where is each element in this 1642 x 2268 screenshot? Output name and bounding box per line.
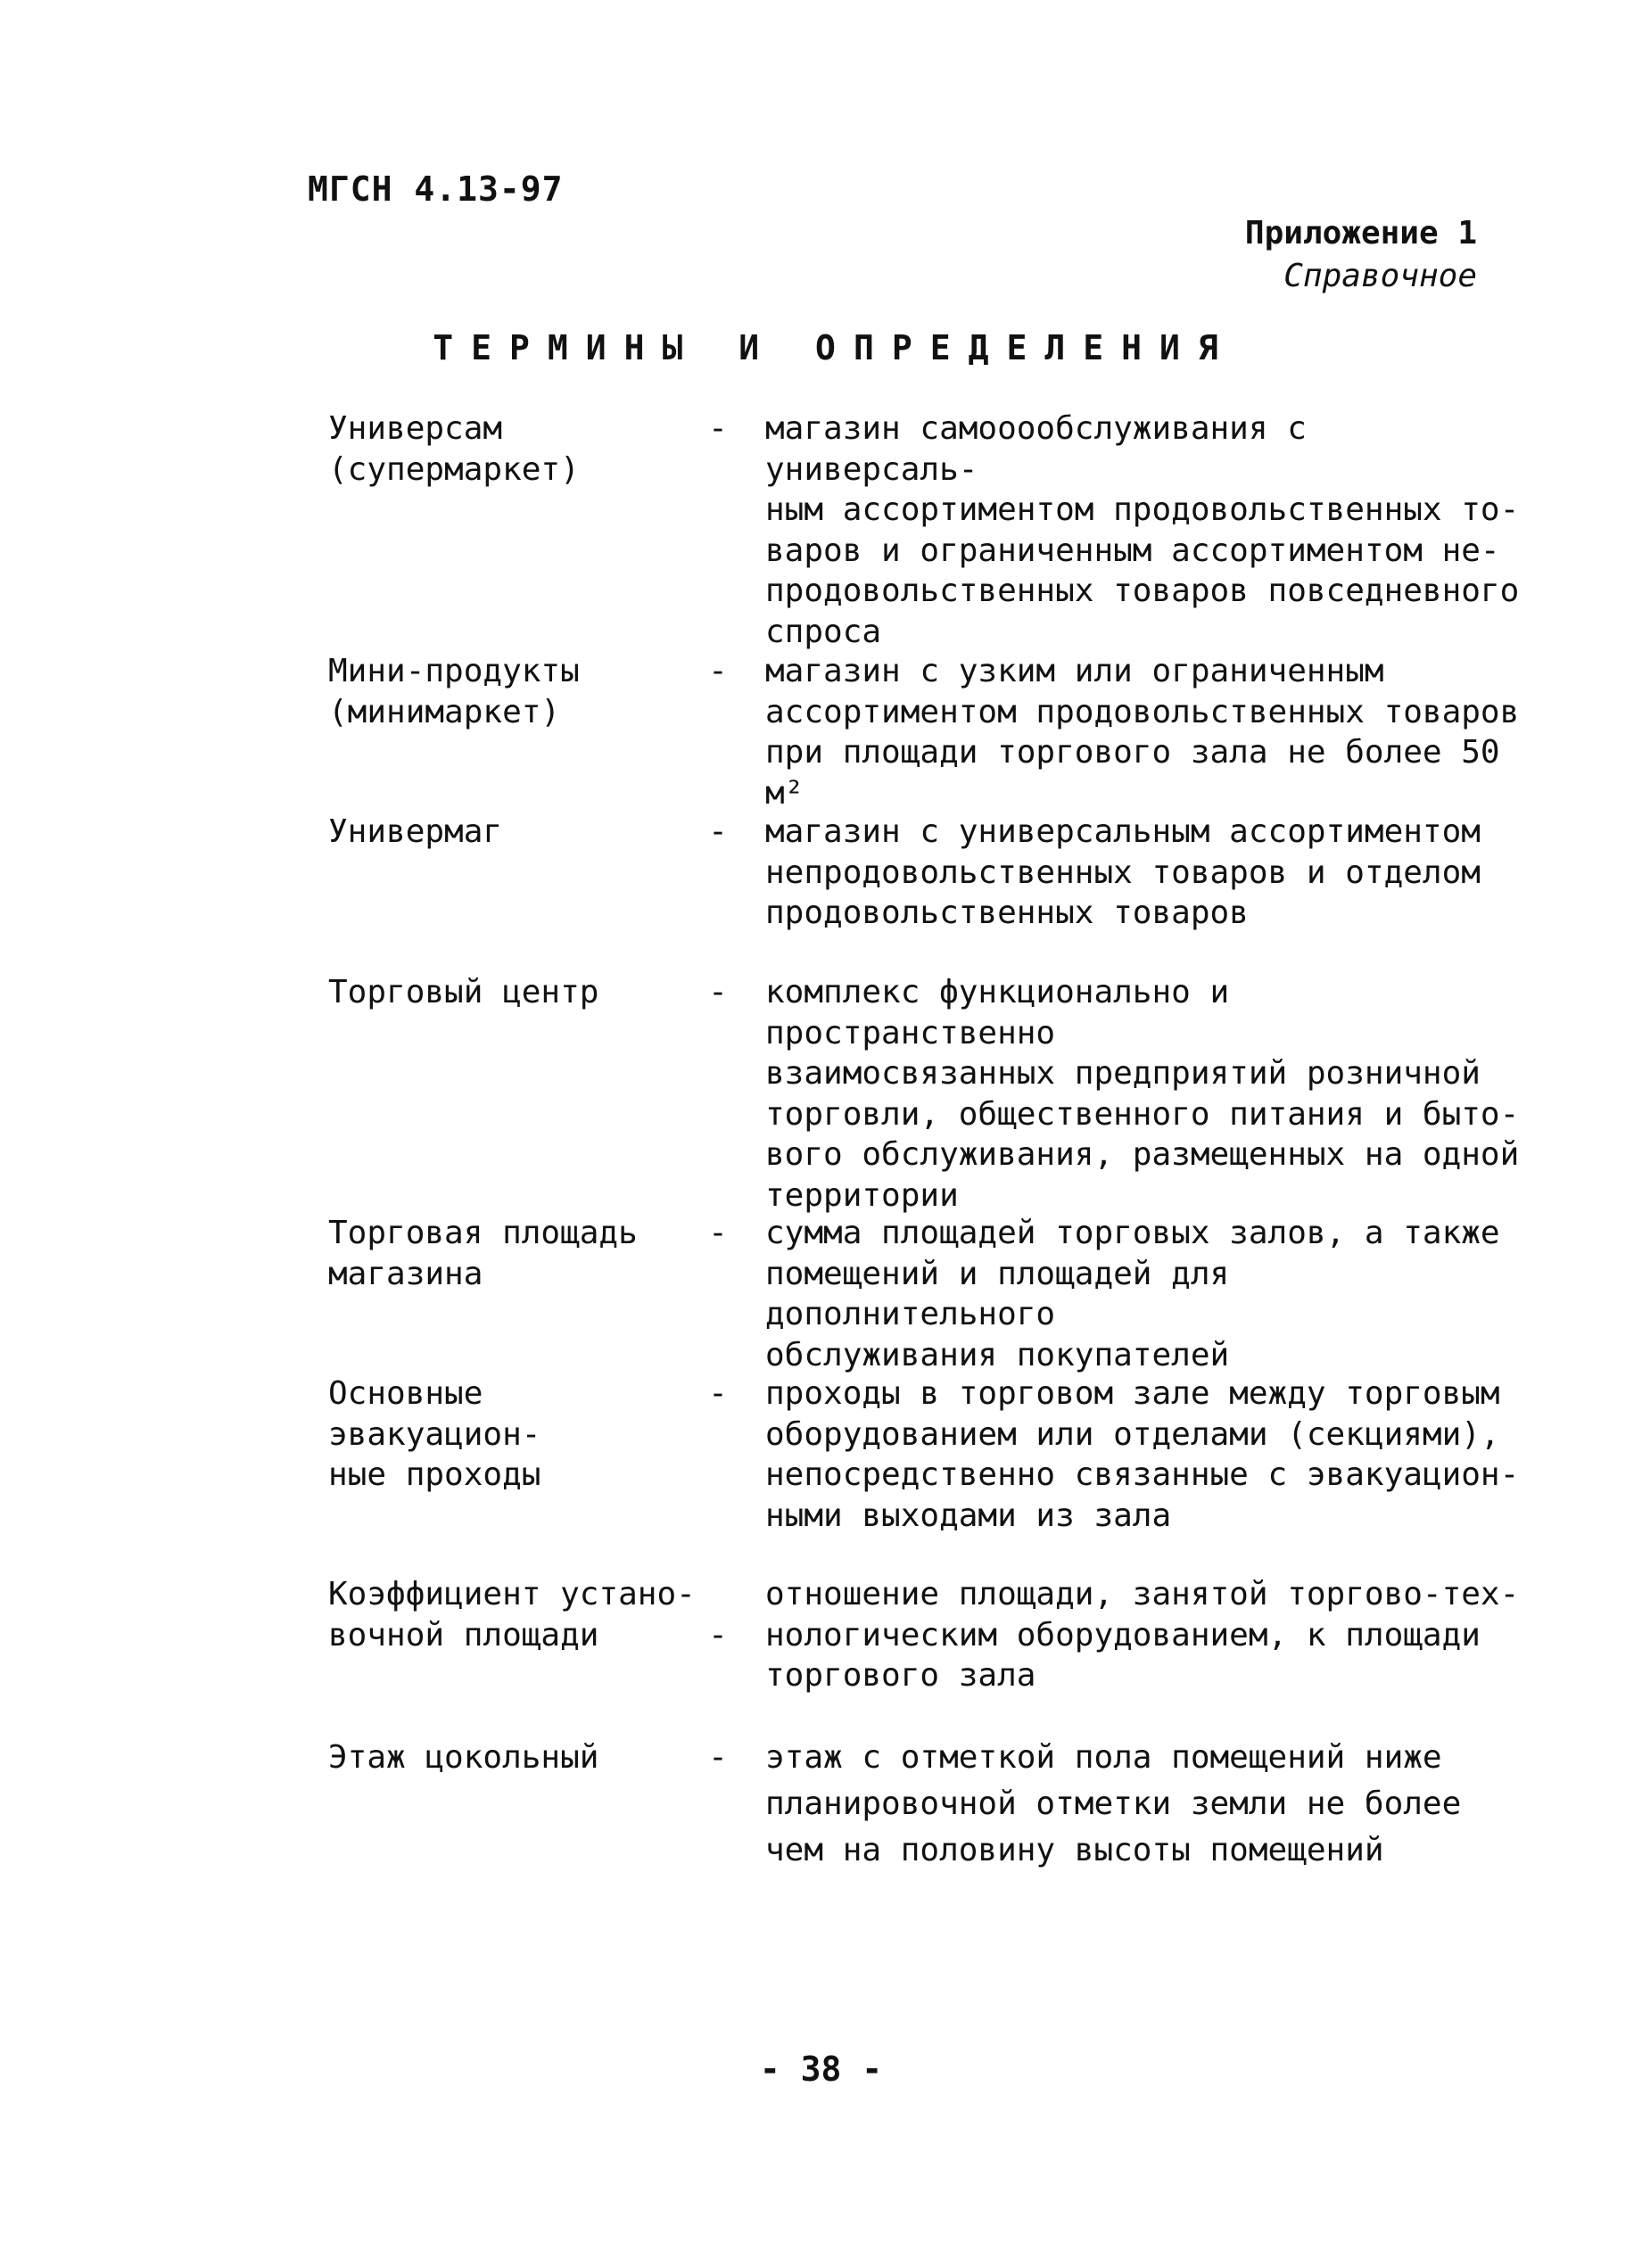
term-name: Этаж цокольный [328,1739,599,1776]
term-definition: проходы в торговом зале между торговым оборудованием или отделами (секциями), непосредственно связанные с эвакуацион- ными выходами из зала [765,1375,1520,1534]
term-definition: этаж с отметкой пола помещений ниже планировочной отметки земли не более чем на половину высоты помещений [765,1739,1462,1868]
term-definition: комплекс функционально и пространственно взаимосвязанных предприятий розничной торговли, общественного питания и быто- вого обслуживания, размещенных на одной территории [765,974,1520,1214]
term-dash: - [708,1375,728,1412]
term-definition: магазин с узким или ограниченным ассортиментом продовольственных товаров при площади торгового зала не более 50 м² [765,653,1520,812]
term-dash: - [708,974,728,1010]
term-name: Универсам (супермаркет) [328,410,580,488]
term-dash: - [708,1616,728,1654]
term-dash: - [708,1215,728,1251]
term-definition: магазин самооообслуживания с универсаль- ным ассортиментом продовольственных то- варов и ограниченным ассортиментом не- продовольственных товаров повседневного спроса [765,410,1520,650]
appendix-title: Приложение 1 [1244,215,1477,252]
page-number: - 38 - [759,2049,883,2089]
term-name: Торговая площадь магазина [328,1215,638,1292]
term-dash: - [708,653,728,689]
term-name: Универмаг [328,813,503,850]
term-name: Основные эвакуацион- ные проходы [328,1375,541,1493]
term-name: Торговый центр [328,974,599,1010]
term-definition: отношение площади, занятой торгово-тех- нологическим оборудованием, к площади торгового зала [765,1576,1520,1694]
term-dash: - [708,813,728,850]
document-code: МГСН 4.13-97 [308,169,564,209]
page-heading: ТЕРМИНЫ И ОПРЕДЕЛЕНИЯ [433,328,1236,367]
term-definition: сумма площадей торговых залов, а также помещений и площадей для дополнительного обслуживания покупателей [765,1215,1500,1373]
term-dash: - [708,1739,728,1776]
appendix-subtitle: Справочное [1283,258,1477,294]
term-dash: - [708,410,728,447]
term-name: Коэффициент устано- вочной площади [328,1576,696,1654]
term-name: Мини-продукты (минимаркет) [328,653,580,730]
term-definition: магазин с универсальным ассортиментом непродовольственных товаров и отделом продовольственных товаров [765,813,1481,931]
appendix-block [1245,212,1477,298]
